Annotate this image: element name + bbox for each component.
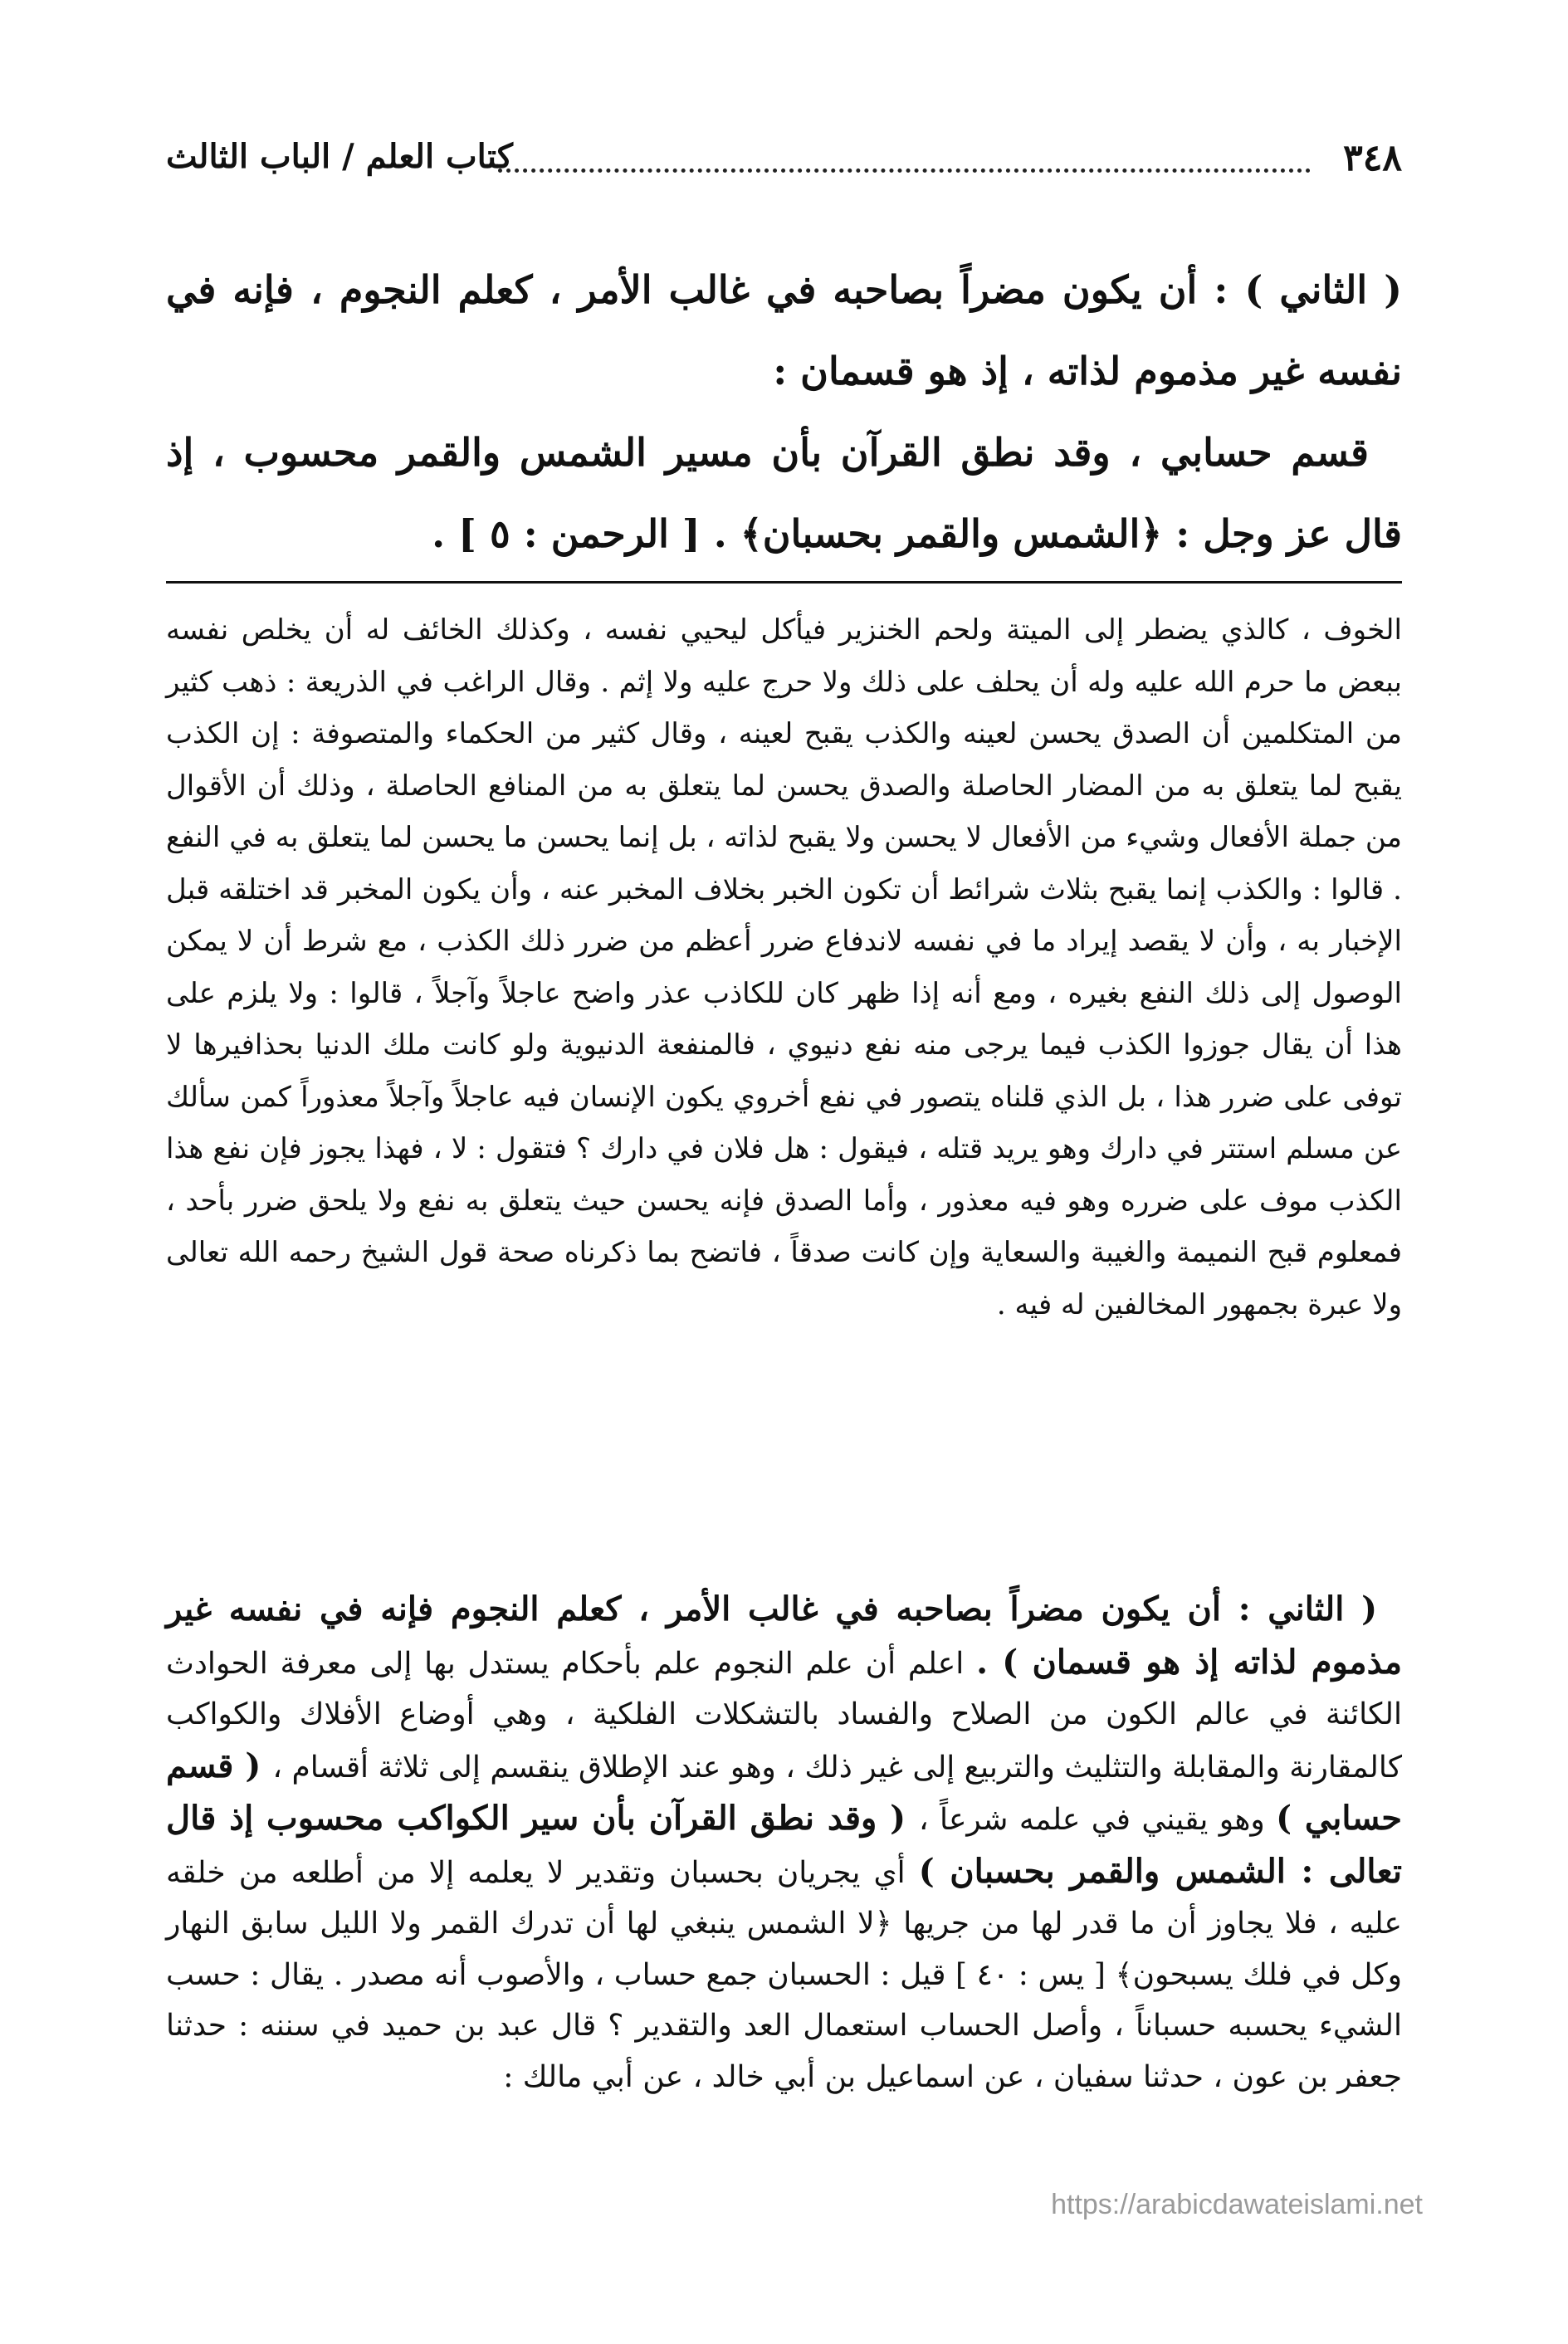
running-header — [166, 137, 1402, 195]
commentary — [166, 1584, 1402, 2102]
commentary-paragraph — [166, 1584, 1402, 2102]
commentary-text-3: أي يجريان بحسبان وتقدير لا يعلمه إلا من أطلعه من خلقه عليه ، فلا يجاوز أن ما قدر لها من جريها ﴿لا الشمس ينبغي لها أن تدرك القمر ولا الليل سابق النهار وكل في فلك يسبحون﴾ [ يس : ٤٠ ] قيل : الحسبان جمع حساب ، والأصوب أنه مصدر . يقال : حسب الشيء يحسبه حسباناً ، وأصل الحساب استعمال العد والتقدير ؟ قال عبد بن حميد في سننه : حدثنا جعفر بن عون ، حدثنا سفيان ، عن اسماعيل بن أبي خالد ، عن أبي مالك : — [166, 1855, 1403, 2094]
main-text — [166, 249, 1402, 574]
main-paragraph-2: قسم حسابي ، وقد نطق القرآن بأن مسير الشمس والقمر محسوب ، إذ قال عز وجل : ﴿الشمس والقمر بحسبان﴾ . [ الرحمن : ٥ ] . — [166, 430, 1402, 556]
header-dotted-leader — [498, 168, 1311, 173]
running-title: كتاب العلم / الباب الثالث — [166, 137, 513, 176]
main-paragraph-1: ( الثاني ) : أن يكون مضراً بصاحبه في غالب الأمر ، كعلم النجوم ، فإنه في نفسه غير مذموم لذاته ، إذ هو قسمان : — [166, 267, 1402, 393]
footnote-separator — [166, 581, 1402, 584]
page-number: ٣٤٨ — [1343, 137, 1402, 179]
footnote-text: الخوف ، كالذي يضطر إلى الميتة ولحم الخنزير فيأكل ليحيي نفسه ، وكذلك الخائف له أن يخلص نفسه ببعض ما حرم الله عليه وله أن يحلف على ذلك ولا حرج عليه ولا إثم . وقال الراغب في الذريعة : ذهب كثير من المتكلمين أن الصدق يحسن لعينه والكذب يقبح لعينه ، وقال كثير من الحكماء والمتصوفة : إن الكذب يقبح لما يتعلق به من المضار الحاصلة والصدق يحسن لما يتعلق به من المنافع الحاصلة ، وذلك أن الأقوال من جملة الأفعال وشيء من الأفعال لا يحسن ولا يقبح لذاته ، بل إنما يحسن ما يحسن لما يتعلق به في النفع . قالوا : والكذب إنما يقبح بثلاث شرائط أن تكون الخبر بخلاف المخبر عنه ، وأن يكون المخبر قد اختلقه قبل الإخبار به ، وأن لا يقصد إيراد ما في نفسه لاندفاع ضرر أعظم من ضرر ذلك الكذب ، مع شرط أن لا يمكن الوصول إلى ذلك النفع بغيره ، ومع أنه إذا ظهر كان للكاذب عذر واضح عاجلاً وآجلاً ، قالوا : ولا يلزم على هذا أن يقال جوزوا الكذب فيما يرجى منه نفع دنيوي ، فالمنفعة الدنيوية ولو كانت ملك الدنيا بحذافيرها لا توفى على ضرر هذا ، بل الذي قلناه يتصور في نفع أخروي يكون الإنسان فيه عاجلاً وآجلاً معذوراً كمن سألك عن مسلم استتر في دارك وهو يريد قتله ، فيقول : هل فلان في دارك ؟ فتقول : لا ، فهذا يجوز فإن نفع هذا الكذب موف على ضرره وهو فيه معذور ، وأما الصدق فإنه يحسن حيث يتعلق به نفع ولا يلحق ضرر بأحد ، فمعلوم قبح النميمة والغيبة والسعاية وإن كانت صدقاً ، فاتضح بما ذكرناه صحة قول الشيخ رحمه الله تعالى ولا عبرة بجمهور المخالفين له فيه . — [166, 613, 1402, 1321]
commentary-quote-2: ( قسم حسابي ) — [166, 1746, 1403, 1838]
footnote — [166, 604, 1402, 1331]
watermark: https://arabicdawateislami.net — [1051, 2189, 1423, 2220]
commentary-text-2: وهو يقيني في علمه شرعاً ، — [918, 1803, 1277, 1837]
commentary-quote-3: ( وقد نطق القرآن بأن سير الكواكب محسوب إذ قال تعالى : الشمس والقمر بحسبان ) — [166, 1799, 1403, 1891]
commentary-text-1: اعلم أن علم النجوم علم بأحكام يستدل بها إلى معرفة الحوادث الكائنة في عالم الكون من الصلاح والفساد بالتشكلات الفلكية ، وهي أوضاع الأفلاك والكواكب كالمقارنة والمقابلة والتثليث والتربيع إلى غير ذلك ، وهو عند الإطلاق ينقسم إلى ثلاثة أقسام ، — [166, 1646, 1403, 1785]
commentary-quote-1: ( الثاني : أن يكون مضراً بصاحبه في غالب الأمر ، كعلم النجوم فإنه في نفسه غير مذموم لذاته إذ هو قسمان ) . — [166, 1590, 1403, 1682]
